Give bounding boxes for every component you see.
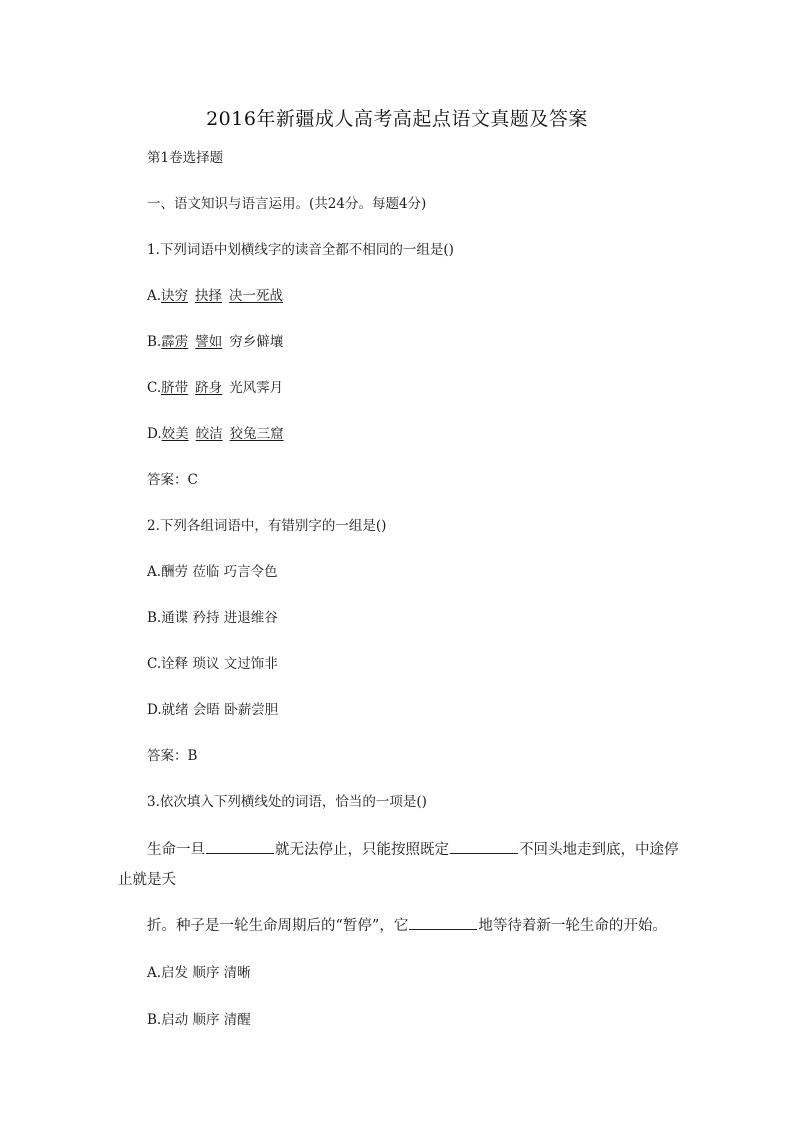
question-2-option-b: B.通谍 矜持 进退维谷	[147, 610, 278, 626]
option-prefix: D.	[147, 426, 162, 442]
question-1-option-a	[147, 284, 283, 304]
question-3-passage-line-2: 止就是夭	[118, 872, 176, 888]
passage-text: 折。种子是一轮生命周期后的“暂停”，它	[147, 918, 409, 934]
question-2-option-a: A.酬劳 莅临 巧言令色	[147, 564, 278, 580]
option-word: 姣美	[161, 426, 189, 442]
question-3-passage-line-1	[147, 838, 679, 859]
question-2-answer: 答案：B	[147, 748, 198, 764]
option-word: 霹雳	[161, 334, 189, 350]
option-word: 狡兔三窟	[229, 426, 284, 442]
page-title: 2016年新疆成人高考高起点语文真题及答案	[206, 108, 588, 130]
option-prefix: B.	[147, 334, 162, 350]
question-1-answer: 答案：C	[147, 472, 198, 488]
option-word: 譬如	[195, 334, 223, 350]
section-heading: 一、语文知识与语言运用。(共24分。每题4分)	[147, 196, 427, 212]
question-3-option-b: B.启动 顺序 清醒	[147, 1012, 251, 1028]
question-2-option-d: D.就绪 会晤 卧薪尝胆	[147, 702, 279, 718]
passage-text: 就无法停止，只能按照既定	[275, 842, 449, 858]
question-2-option-c: C.诠释 琐议 文过饰非	[147, 656, 278, 672]
question-3-option-a: A.启发 顺序 清晰	[147, 965, 251, 981]
passage-text: 不回头地走到底，中途停	[519, 842, 679, 858]
option-word: 跻身	[195, 380, 223, 396]
option-word: 决一死战	[229, 288, 284, 304]
option-word: 皎洁	[195, 426, 223, 442]
fill-blank	[450, 841, 518, 854]
question-1-option-b	[147, 330, 283, 350]
fill-blank	[206, 841, 274, 854]
fill-blank	[409, 917, 477, 930]
option-word: 脐带	[161, 380, 189, 396]
passage-text: 地等待着新一轮生命的开始。	[478, 918, 667, 934]
question-3-stem: 3.依次填入下列横线处的词语，恰当的一项是()	[147, 794, 427, 810]
option-word: 抉择	[195, 288, 223, 304]
question-3-passage-line-3	[147, 914, 667, 935]
option-word: 诀穷	[161, 288, 189, 304]
option-prefix: A.	[147, 288, 162, 304]
option-prefix: C.	[147, 380, 162, 396]
volume-heading: 第1卷选择题	[147, 150, 224, 166]
passage-text: 生命一旦	[147, 842, 205, 858]
question-1-stem: 1.下列词语中划横线字的读音全都不相同的一组是()	[147, 242, 454, 258]
question-1-option-c	[147, 376, 283, 396]
option-word: 穷乡僻壤	[229, 334, 284, 350]
question-2-stem: 2.下列各组词语中，有错别字的一组是()	[147, 518, 387, 534]
question-1-option-d	[147, 422, 284, 442]
option-word: 光风霁月	[229, 380, 284, 396]
